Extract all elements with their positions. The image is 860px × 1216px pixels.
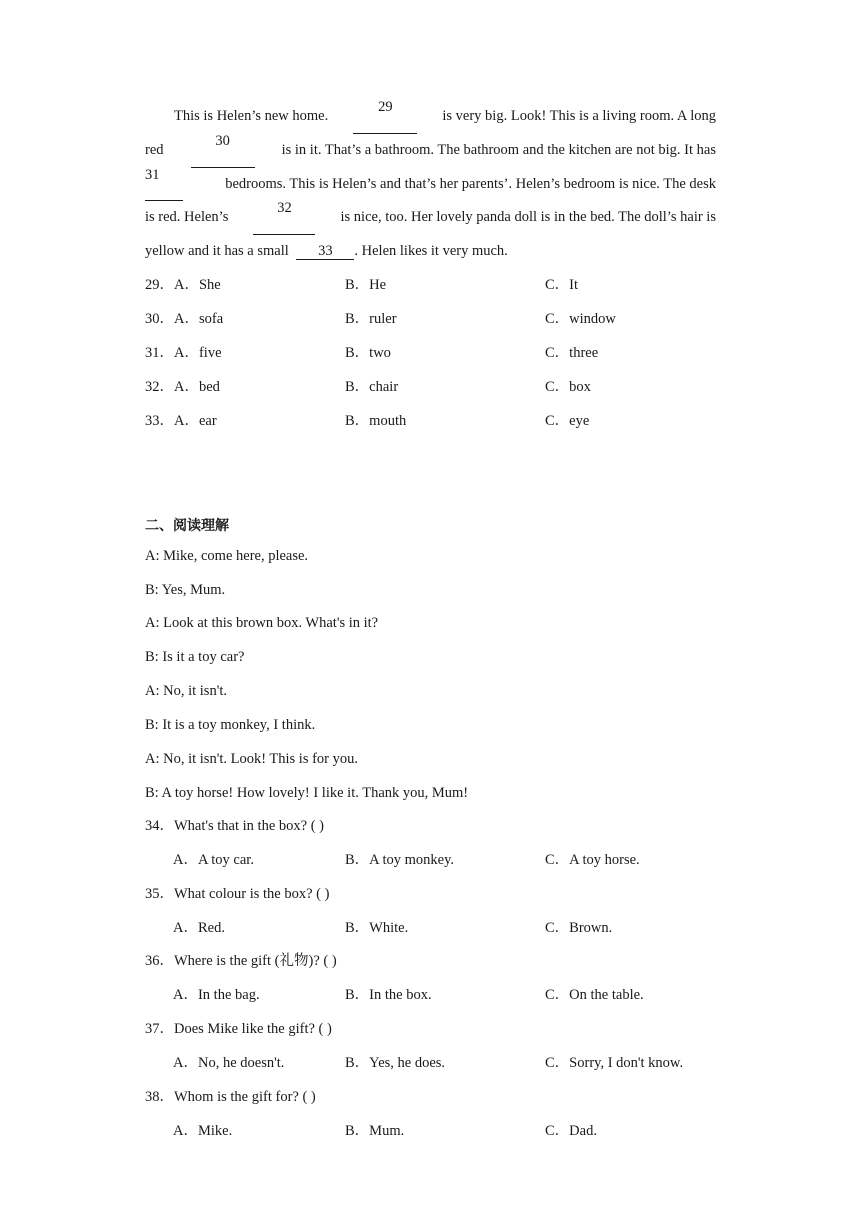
option-c[interactable]: C．Sorry, I don't know.: [545, 1055, 684, 1071]
passage-line-2: [145, 134, 716, 168]
option-c[interactable]: C．Dad.: [545, 1123, 597, 1139]
dialogue-line: B: A toy horse! How lovely! I like it. Thank you, Mum!: [145, 785, 469, 801]
option-c[interactable]: C．eye: [545, 413, 590, 429]
passage-text: is very big. Look! This is a living room. A long: [442, 108, 716, 124]
option-b[interactable]: B．He: [345, 277, 387, 293]
option-a[interactable]: [145, 411, 217, 431]
option-b[interactable]: B．ruler: [345, 311, 397, 327]
option-text: A．bed: [174, 379, 220, 395]
option-c[interactable]: C．box: [545, 379, 591, 395]
section-heading: 二、阅读理解: [145, 518, 229, 534]
question-stem: 37．Does Mike like the gift? ( ): [145, 1021, 332, 1037]
option-b[interactable]: B．chair: [345, 379, 399, 395]
blank-33: 33: [296, 244, 354, 260]
question-number: 32．: [145, 379, 174, 395]
passage-line-1: [145, 100, 716, 134]
dialogue-line: A: Mike, come here, please.: [145, 548, 309, 564]
option-a[interactable]: A．In the bag.: [173, 987, 260, 1003]
option-c[interactable]: C．window: [545, 311, 616, 327]
option-c[interactable]: C．It: [545, 277, 579, 293]
question-number: 31．: [145, 345, 174, 361]
option-b[interactable]: B．mouth: [345, 413, 407, 429]
option-b[interactable]: B．Yes, he does.: [345, 1055, 446, 1071]
question-stem: 35．What colour is the box? ( ): [145, 886, 330, 902]
option-c[interactable]: C．three: [545, 345, 599, 361]
option-c[interactable]: C．On the table.: [545, 987, 644, 1003]
option-a[interactable]: [145, 377, 220, 397]
option-b[interactable]: B．In the box.: [345, 987, 432, 1003]
option-a[interactable]: [145, 275, 221, 295]
option-text: A．ear: [174, 413, 217, 429]
blank-30: 30: [191, 134, 255, 168]
passage-text: This is Helen’s new home.: [174, 108, 329, 124]
question-stem: 38．Whom is the gift for? ( ): [145, 1089, 316, 1105]
option-a[interactable]: A．Red.: [173, 920, 225, 936]
dialogue-line: A: No, it isn't.: [145, 683, 227, 699]
passage-line-4: [145, 201, 716, 235]
option-a[interactable]: [145, 343, 222, 363]
passage-text: . Helen likes it very much.: [354, 243, 508, 260]
option-row: [145, 985, 745, 1005]
blank-29: 29: [353, 100, 417, 134]
dialogue-line: A: No, it isn't. Look! This is for you.: [145, 751, 358, 767]
option-row: [145, 850, 745, 870]
option-b[interactable]: B．Mum.: [345, 1123, 405, 1139]
blank-31: 31: [145, 168, 183, 202]
dialogue-line: B: Is it a toy car?: [145, 649, 245, 665]
passage-text: red: [145, 141, 164, 158]
passage-line-5: [145, 235, 716, 269]
passage-text: yellow and it has a small: [145, 243, 289, 260]
option-text: A．sofa: [174, 311, 224, 327]
option-row: [145, 918, 745, 938]
option-b[interactable]: B．White.: [345, 920, 409, 936]
option-b[interactable]: B．A toy monkey.: [345, 852, 455, 868]
passage-text: bedrooms. This is Helen’s and that’s her parents’. Helen’s bedroom is nice. The desk: [225, 175, 716, 192]
option-text: A．five: [174, 345, 222, 361]
passage-text: is nice, too. Her lovely panda doll is in the bed. The doll’s hair is: [340, 209, 716, 226]
option-text: A．She: [174, 277, 221, 293]
option-a[interactable]: A．No, he doesn't.: [173, 1055, 285, 1071]
option-c[interactable]: C．A toy horse.: [545, 852, 640, 868]
question-number: 33．: [145, 413, 174, 429]
option-a[interactable]: A．Mike.: [173, 1123, 233, 1139]
question-number: 30．: [145, 311, 174, 327]
question-number: 29．: [145, 277, 174, 293]
option-row: [145, 1121, 745, 1141]
dialogue-line: B: It is a toy monkey, I think.: [145, 717, 316, 733]
cloze-passage: [145, 100, 716, 269]
dialogue-line: B: Yes, Mum.: [145, 582, 226, 598]
option-b[interactable]: B．two: [345, 345, 391, 361]
passage-text: is in it. That’s a bathroom. The bathroom and the kitchen are not big. It has: [281, 141, 716, 158]
option-a[interactable]: A．A toy car.: [173, 852, 254, 868]
option-c[interactable]: C．Brown.: [545, 920, 613, 936]
question-stem: 34．What's that in the box? ( ): [145, 818, 324, 834]
passage-text: is red. Helen’s: [145, 209, 229, 226]
question-stem: 36．Where is the gift (礼物)? ( ): [145, 953, 337, 969]
option-a[interactable]: [145, 309, 223, 329]
dialogue-line: A: Look at this brown box. What's in it?: [145, 615, 379, 631]
blank-32: 32: [253, 201, 315, 235]
option-row: [145, 1053, 745, 1073]
passage-line-3: [145, 168, 716, 202]
